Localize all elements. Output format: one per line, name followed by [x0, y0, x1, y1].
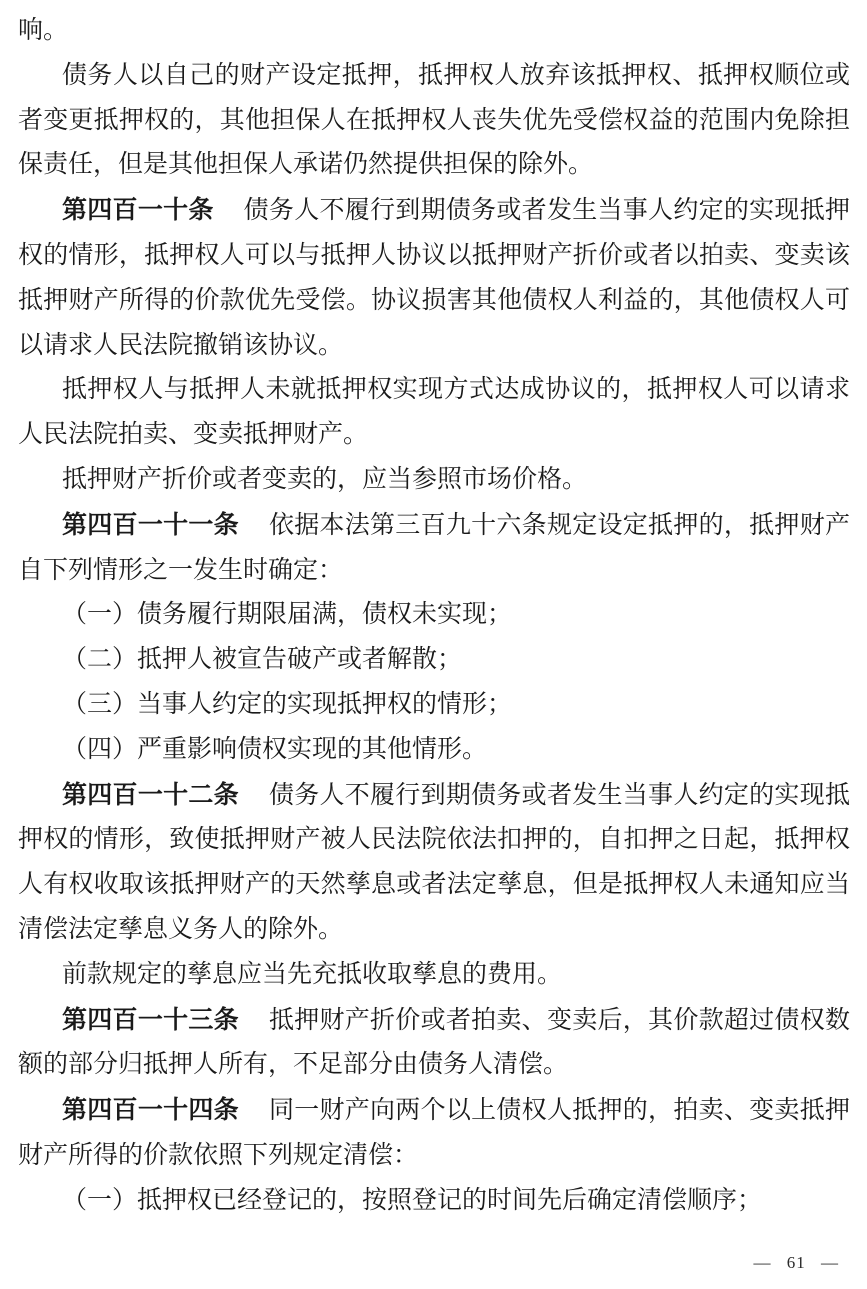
- paragraph-text: 债务人不履行到期债务或者发生当事人约定的实现抵押权的情形，抵押权人可以与抵押人协议以抵押财产折价或者以拍卖、变卖该抵押财产所得的价款优先受偿。协议损害其他债权人利益的，其他债权人可以请求人民法院撤销该协议。: [18, 197, 850, 359]
- paragraph-continuation: [18, 9, 850, 54]
- article-number: 第四百一十条: [62, 196, 214, 225]
- list-item: [18, 728, 850, 773]
- page-number: — 61 —: [753, 1253, 839, 1272]
- article-number: 第四百一十二条: [62, 780, 239, 809]
- paragraph-text: 抵押财产折价或者变卖的，应当参照市场价格。: [62, 465, 588, 493]
- paragraph-text: 债务人不履行到期债务或者发生当事人约定的实现抵押权的情形，致使抵押财产被人民法院依法扣押的，自扣押之日起，抵押权人有权收取该抵押财产的天然孳息或者法定孳息，但是抵押权人未通知应当清偿法定孳息义务人的除外。: [18, 781, 850, 943]
- list-item: [18, 638, 850, 683]
- paragraph-text: （一）抵押权已经登记的，按照登记的时间先后确定清偿顺序；: [62, 1186, 763, 1214]
- paragraph-article-413: [18, 998, 850, 1089]
- paragraph-text: 抵押权人与抵押人未就抵押权实现方式达成协议的，抵押权人可以请求人民法院拍卖、变卖抵押财产。: [18, 376, 850, 449]
- paragraph-text: （一）债务履行期限届满，债权未实现；: [62, 601, 513, 629]
- article-number: 第四百一十一条: [62, 510, 239, 539]
- article-number: 第四百一十三条: [62, 1005, 239, 1034]
- text-block: [18, 9, 850, 1224]
- paragraph-text: 依据本法第三百九十六条规定设定抵押的，抵押财产自下列情形之一发生时确定：: [18, 511, 850, 584]
- paragraph-article-412: [18, 773, 850, 953]
- list-item: [18, 593, 850, 638]
- paragraph-text: 响。: [18, 17, 69, 44]
- paragraph-text: （四）严重影响债权实现的其他情形。: [62, 735, 488, 763]
- paragraph-article-411: [18, 503, 850, 594]
- paragraph-text: （三）当事人约定的实现抵押权的情形；: [62, 690, 513, 718]
- paragraph-text: 同一财产向两个以上债权人抵押的，拍卖、变卖抵押财产所得的价款依照下列规定清偿：: [18, 1097, 850, 1169]
- list-item: [18, 683, 850, 728]
- paragraph-article-414: [18, 1088, 850, 1179]
- paragraph-article-410: [18, 188, 850, 368]
- list-item: [18, 1179, 850, 1224]
- paragraph: [18, 953, 850, 998]
- paragraph: [18, 54, 850, 188]
- article-number: 第四百一十四条: [62, 1096, 239, 1125]
- paragraph: [18, 458, 850, 503]
- paragraph-text: 债务人以自己的财产设定抵押，抵押权人放弃该抵押权、抵押权顺位或者变更抵押权的，其他担保人在抵押权人丧失优先受偿权益的范围内免除担保责任，但是其他担保人承诺仍然提供担保的除外。: [18, 61, 850, 179]
- paragraph: [18, 368, 850, 458]
- paragraph-text: （二）抵押人被宣告破产或者解散；: [62, 646, 463, 674]
- paragraph-text: 抵押财产折价或者拍卖、变卖后，其价款超过债权数额的部分归抵押人所有，不足部分由债务人清偿。: [18, 1006, 850, 1079]
- paragraph-text: 前款规定的孳息应当先充抵收取孳息的费用。: [62, 960, 563, 988]
